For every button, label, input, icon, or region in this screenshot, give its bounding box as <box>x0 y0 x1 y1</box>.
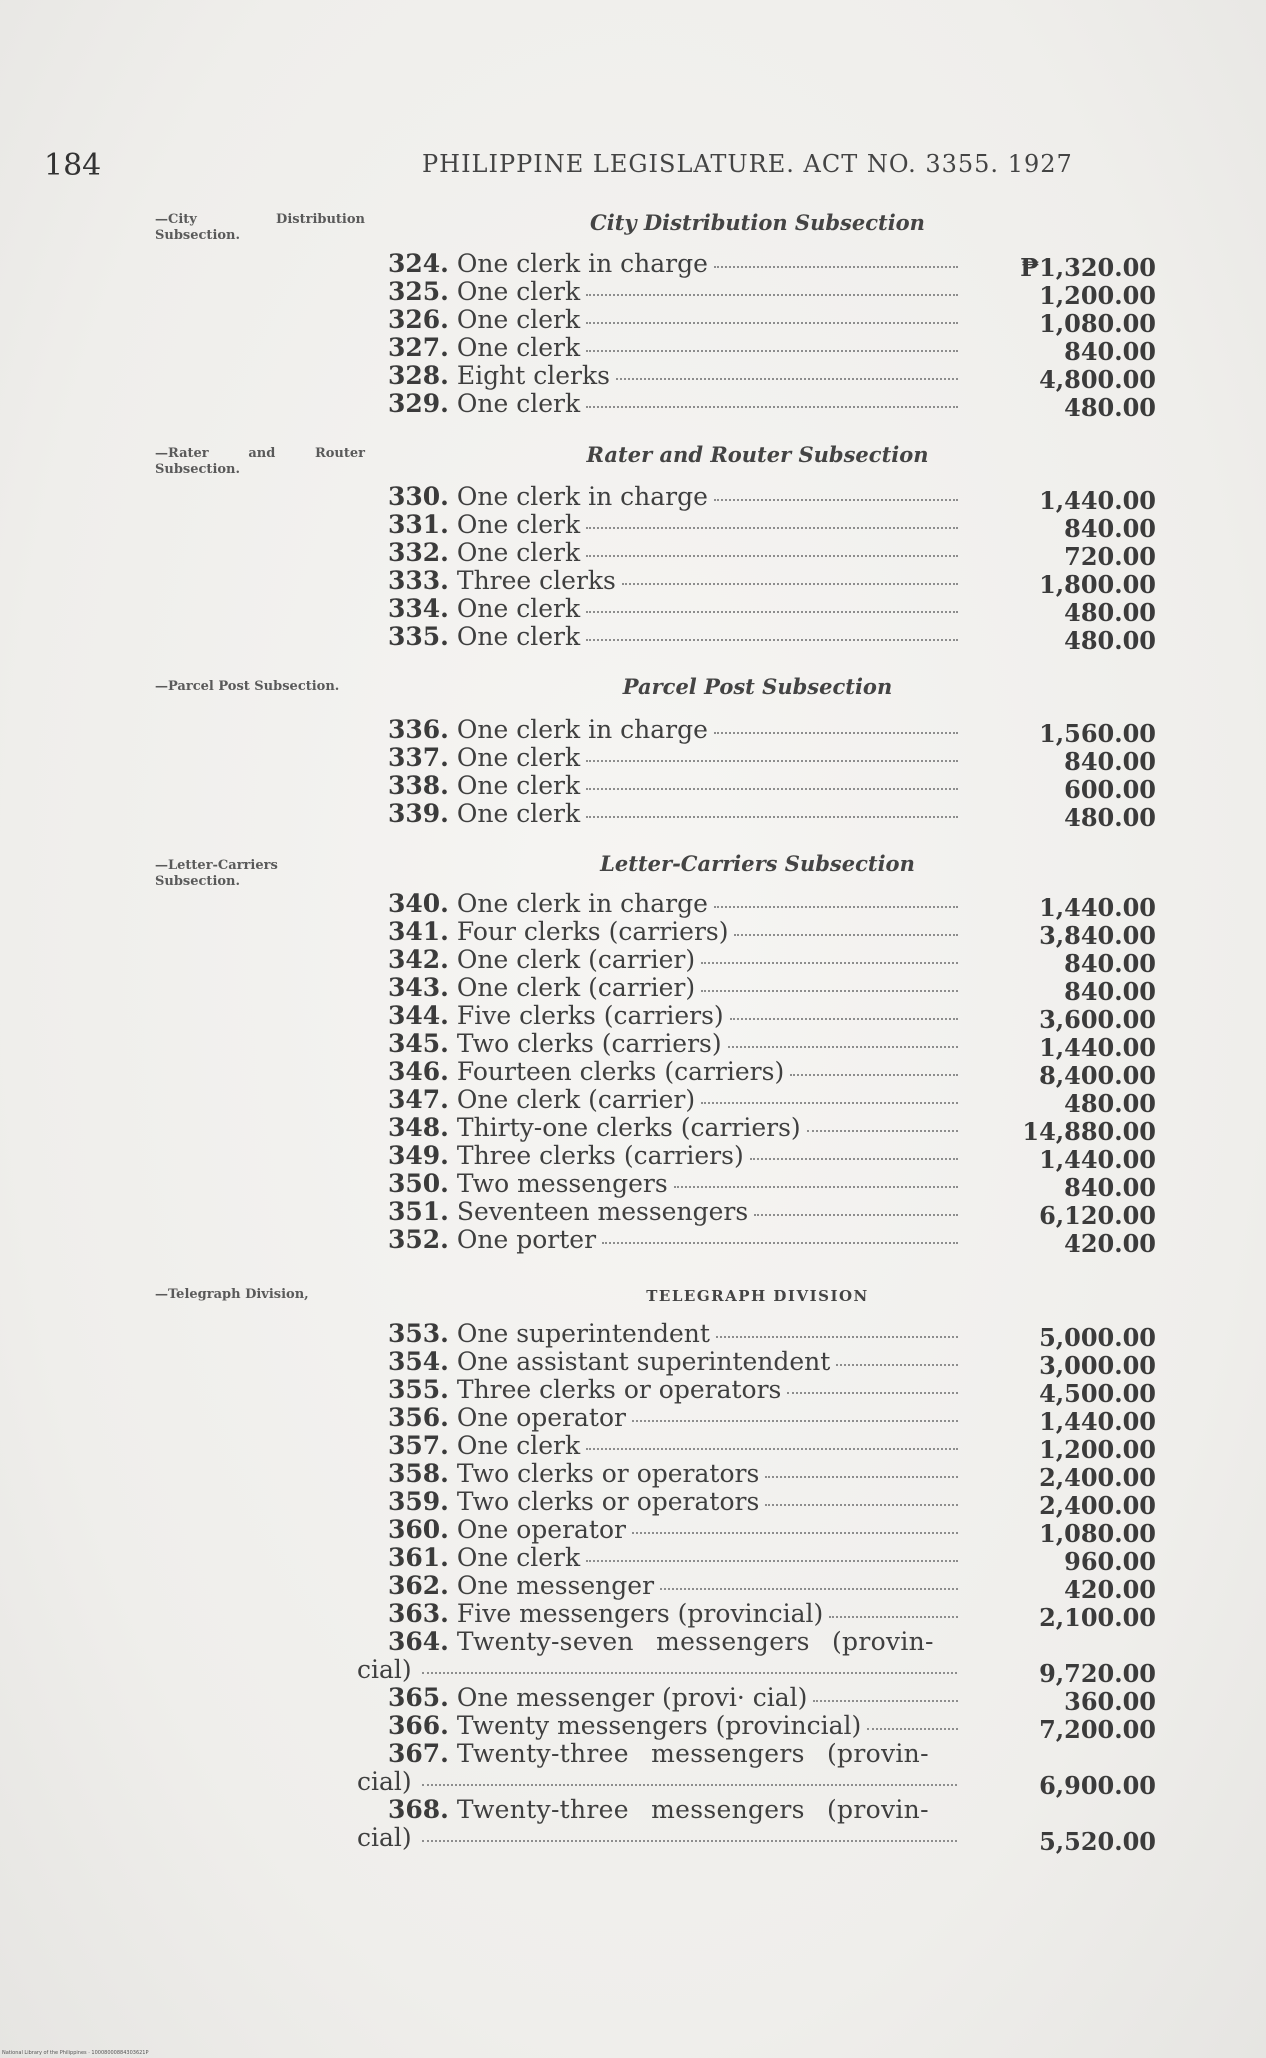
line-item <box>388 362 958 390</box>
item-number: 361. <box>388 1543 449 1572</box>
item-amount: 1,080.00 <box>1039 309 1156 338</box>
leader-dots <box>586 760 958 762</box>
leader-dots <box>714 266 958 268</box>
item-description: One clerk <box>456 594 581 623</box>
item-number: 349. <box>388 1141 449 1170</box>
item-amount: ₱1,320.00 <box>1020 253 1156 282</box>
item-number: 362. <box>388 1571 449 1600</box>
section-title-telegraph: TELEGRAPH DIVISION <box>646 1287 869 1305</box>
item-number: 350. <box>388 1169 449 1198</box>
item-description: Eight clerks <box>456 361 610 390</box>
item-number: 365. <box>388 1683 449 1712</box>
item-amount: 1,080.00 <box>1039 1519 1156 1548</box>
item-number: 344. <box>388 1001 449 1030</box>
item-description: One porter <box>456 1225 597 1254</box>
item-description: Twenty-seven messengers (provin- <box>456 1627 934 1656</box>
line-item <box>388 511 958 539</box>
item-description: One clerk <box>456 305 581 334</box>
item-amount: 1,200.00 <box>1039 281 1156 310</box>
item-number: 368. <box>388 1795 449 1824</box>
item-description: One clerk in charge <box>456 482 708 511</box>
item-description: One clerk <box>456 538 581 567</box>
leader-dots <box>813 1700 958 1702</box>
item-number: 347. <box>388 1085 449 1114</box>
leader-dots <box>730 1018 958 1020</box>
item-number: 345. <box>388 1029 449 1058</box>
footer-credit: National Library of the Philippines · 10008000884303621P <box>2 2050 149 2056</box>
item-description: One clerk <box>456 510 581 539</box>
leader-dots <box>586 816 958 818</box>
item-number: 353. <box>388 1319 449 1348</box>
item-amount: 960.00 <box>1064 1547 1156 1576</box>
item-description: One clerk <box>456 771 581 800</box>
item-description: Three clerks (carriers) <box>456 1141 744 1170</box>
item-amount: 7,200.00 <box>1039 1715 1156 1744</box>
leader-dots <box>734 934 958 936</box>
leader-dots <box>867 1728 958 1730</box>
leader-dots <box>422 1672 957 1674</box>
item-amount: 480.00 <box>1064 598 1156 627</box>
item-number: 327. <box>388 333 449 362</box>
leader-dots <box>836 1364 958 1366</box>
item-number: 325. <box>388 277 449 306</box>
leader-dots <box>807 1130 958 1132</box>
item-amount: 420.00 <box>1064 1575 1156 1604</box>
item-amount: 2,100.00 <box>1039 1603 1156 1632</box>
item-number: 334. <box>388 594 449 623</box>
item-number: 329. <box>388 389 449 418</box>
item-amount: 360.00 <box>1064 1687 1156 1716</box>
item-description: Twenty-three messengers (provin- <box>456 1739 929 1768</box>
leader-dots <box>750 1158 958 1160</box>
item-number: 326. <box>388 305 449 334</box>
line-item <box>388 250 958 278</box>
line-item <box>388 1170 958 1198</box>
item-description: Thirty-one clerks (carriers) <box>456 1113 801 1142</box>
item-amount: 480.00 <box>1064 803 1156 832</box>
leader-dots <box>728 1046 958 1048</box>
item-amount: 1,800.00 <box>1039 570 1156 599</box>
item-number: 360. <box>388 1515 449 1544</box>
item-amount: 1,560.00 <box>1039 719 1156 748</box>
item-number: 351. <box>388 1197 449 1226</box>
line-item <box>388 1432 958 1460</box>
line-item <box>388 1600 958 1628</box>
sidenote-letter: —Letter-Carriers Subsection. <box>155 858 278 889</box>
item-description: One operator <box>456 1515 626 1544</box>
sidenote-telegraph: —Telegraph Division, <box>155 1287 309 1302</box>
item-description: One clerk <box>456 389 581 418</box>
item-description: One clerk <box>456 1543 581 1572</box>
leader-dots <box>829 1616 958 1618</box>
item-amount: 1,440.00 <box>1039 1145 1156 1174</box>
line-item <box>388 1002 958 1030</box>
item-amount: 14,880.00 <box>1022 1117 1156 1146</box>
item-amount: 480.00 <box>1064 1089 1156 1118</box>
item-number: 332. <box>388 538 449 567</box>
leader-dots <box>632 1532 958 1534</box>
item-amount: 1,440.00 <box>1039 893 1156 922</box>
item-number: 343. <box>388 973 449 1002</box>
item-description: One messenger (provi· cial) <box>456 1683 808 1712</box>
line-item <box>388 1628 958 1656</box>
line-item <box>388 744 958 772</box>
item-description: One clerk <box>456 743 581 772</box>
leader-dots <box>422 1784 957 1786</box>
leader-dots <box>790 1074 958 1076</box>
item-description: One clerk in charge <box>456 249 708 278</box>
line-item <box>388 716 958 744</box>
item-continuation <box>357 1656 957 1684</box>
item-number: 358. <box>388 1459 449 1488</box>
continuation-text: cial) <box>357 1767 412 1796</box>
item-description: One superintendent <box>456 1319 710 1348</box>
item-amount: 1,440.00 <box>1039 1407 1156 1436</box>
item-number: 356. <box>388 1403 449 1432</box>
item-number: 339. <box>388 799 449 828</box>
item-amount: 3,000.00 <box>1039 1351 1156 1380</box>
leader-dots <box>765 1504 958 1506</box>
item-amount: 3,600.00 <box>1039 1005 1156 1034</box>
line-item <box>388 1058 958 1086</box>
item-amount: 1,440.00 <box>1039 1033 1156 1062</box>
line-item <box>388 1376 958 1404</box>
leader-dots <box>754 1214 958 1216</box>
item-number: 331. <box>388 510 449 539</box>
item-description: Five messengers (provincial) <box>456 1599 824 1628</box>
item-number: 324. <box>388 249 449 278</box>
item-description: One clerk in charge <box>456 889 708 918</box>
item-amount: 480.00 <box>1064 393 1156 422</box>
sidenote-rater: —Rater and Router Subsection. <box>155 446 365 477</box>
line-item <box>388 946 958 974</box>
leader-dots <box>765 1476 958 1478</box>
item-amount: 840.00 <box>1064 1173 1156 1202</box>
item-amount: 5,000.00 <box>1039 1323 1156 1352</box>
item-number: 355. <box>388 1375 449 1404</box>
line-item <box>388 772 958 800</box>
line-item <box>388 567 958 595</box>
item-number: 359. <box>388 1487 449 1516</box>
item-number: 352. <box>388 1225 449 1254</box>
line-item <box>388 974 958 1002</box>
leader-dots <box>586 788 958 790</box>
section-title-letter: Letter-Carriers Subsection <box>600 851 915 876</box>
item-number: 363. <box>388 1599 449 1628</box>
line-item <box>388 1684 958 1712</box>
item-amount: 9,720.00 <box>1039 1659 1156 1688</box>
line-item <box>388 1740 958 1768</box>
leader-dots <box>660 1588 958 1590</box>
item-description: One clerk (carrier) <box>456 1085 696 1114</box>
item-description: One clerk <box>456 333 581 362</box>
item-description: One clerk <box>456 799 581 828</box>
item-amount: 600.00 <box>1064 775 1156 804</box>
item-description: Twenty messengers (provincial) <box>456 1711 862 1740</box>
line-item <box>388 1114 958 1142</box>
item-description: Four clerks (carriers) <box>456 917 729 946</box>
item-description: One clerk <box>456 1431 581 1460</box>
leader-dots <box>714 732 958 734</box>
item-number: 336. <box>388 715 449 744</box>
line-item <box>388 1712 958 1740</box>
item-amount: 8,400.00 <box>1039 1061 1156 1090</box>
line-item <box>388 483 958 511</box>
item-description: Twenty-three messengers (provin- <box>456 1795 929 1824</box>
sidenote-city: —City Distribution Subsection. <box>155 212 365 243</box>
item-number: 366. <box>388 1711 449 1740</box>
item-amount: 840.00 <box>1064 949 1156 978</box>
item-number: 337. <box>388 743 449 772</box>
item-description: Two clerks or operators <box>456 1459 760 1488</box>
leader-dots <box>632 1420 958 1422</box>
line-item <box>388 595 958 623</box>
line-item <box>388 1030 958 1058</box>
item-description: One messenger <box>456 1571 655 1600</box>
item-number: 346. <box>388 1057 449 1086</box>
item-number: 348. <box>388 1113 449 1142</box>
line-item <box>388 1572 958 1600</box>
line-item <box>388 1086 958 1114</box>
item-number: 357. <box>388 1431 449 1460</box>
item-amount: 420.00 <box>1064 1229 1156 1258</box>
section-title-rater: Rater and Router Subsection <box>586 442 929 467</box>
running-head: PHILIPPINE LEGISLATURE. ACT NO. 3355. 1927 <box>422 150 1073 178</box>
line-item <box>388 1320 958 1348</box>
leader-dots <box>422 1840 957 1842</box>
item-description: Two clerks (carriers) <box>456 1029 722 1058</box>
line-item <box>388 334 958 362</box>
item-amount: 5,520.00 <box>1039 1827 1156 1856</box>
leader-dots <box>616 378 958 380</box>
sidenote-parcel: —Parcel Post Subsection. <box>155 679 340 694</box>
line-item <box>388 1348 958 1376</box>
item-number: 333. <box>388 566 449 595</box>
item-description: One clerk (carrier) <box>456 973 696 1002</box>
item-number: 364. <box>388 1627 449 1656</box>
item-number: 335. <box>388 622 449 651</box>
item-continuation <box>357 1824 957 1852</box>
leader-dots <box>586 294 958 296</box>
line-item <box>388 623 958 651</box>
line-item <box>388 306 958 334</box>
line-item <box>388 1544 958 1572</box>
item-description: Fourteen clerks (carriers) <box>456 1057 785 1086</box>
item-amount: 4,500.00 <box>1039 1379 1156 1408</box>
line-item <box>388 278 958 306</box>
item-description: One assistant superintendent <box>456 1347 831 1376</box>
item-number: 338. <box>388 771 449 800</box>
line-item <box>388 800 958 828</box>
item-amount: 840.00 <box>1064 337 1156 366</box>
item-number: 354. <box>388 1347 449 1376</box>
leader-dots <box>586 639 958 641</box>
section-title-parcel: Parcel Post Subsection <box>622 674 893 699</box>
section-title-city: City Distribution Subsection <box>590 210 925 235</box>
item-amount: 1,200.00 <box>1039 1435 1156 1464</box>
line-item <box>388 1226 958 1254</box>
item-description: Three clerks or operators <box>456 1375 782 1404</box>
leader-dots <box>586 527 958 529</box>
item-amount: 840.00 <box>1064 514 1156 543</box>
leader-dots <box>586 611 958 613</box>
leader-dots <box>701 1102 958 1104</box>
item-amount: 720.00 <box>1064 542 1156 571</box>
line-item <box>388 1142 958 1170</box>
line-item <box>388 890 958 918</box>
item-number: 367. <box>388 1739 449 1768</box>
leader-dots <box>586 1560 958 1562</box>
item-description: One operator <box>456 1403 626 1432</box>
line-item <box>388 1198 958 1226</box>
item-description: Three clerks <box>456 566 616 595</box>
leader-dots <box>586 322 958 324</box>
line-item <box>388 390 958 418</box>
leader-dots <box>714 499 958 501</box>
item-continuation <box>357 1768 957 1796</box>
item-description: One clerk (carrier) <box>456 945 696 974</box>
continuation-text: cial) <box>357 1655 412 1684</box>
leader-dots <box>586 555 958 557</box>
line-item <box>388 1488 958 1516</box>
item-description: Seventeen messengers <box>456 1197 749 1226</box>
item-amount: 480.00 <box>1064 626 1156 655</box>
leader-dots <box>602 1242 958 1244</box>
item-number: 341. <box>388 917 449 946</box>
leader-dots <box>701 962 958 964</box>
item-description: Five clerks (carriers) <box>456 1001 724 1030</box>
line-item <box>388 1460 958 1488</box>
item-description: One clerk in charge <box>456 715 708 744</box>
leader-dots <box>622 583 958 585</box>
page-number: 184 <box>44 148 102 183</box>
leader-dots <box>674 1186 958 1188</box>
item-number: 342. <box>388 945 449 974</box>
leader-dots <box>787 1392 958 1394</box>
item-description: Two messengers <box>456 1169 668 1198</box>
item-amount: 6,120.00 <box>1039 1201 1156 1230</box>
item-amount: 6,900.00 <box>1039 1771 1156 1800</box>
item-amount: 3,840.00 <box>1039 921 1156 950</box>
item-amount: 4,800.00 <box>1039 365 1156 394</box>
line-item <box>388 1796 958 1824</box>
item-description: One clerk <box>456 277 581 306</box>
item-number: 328. <box>388 361 449 390</box>
item-description: One clerk <box>456 622 581 651</box>
item-amount: 1,440.00 <box>1039 486 1156 515</box>
item-number: 330. <box>388 482 449 511</box>
line-item <box>388 1516 958 1544</box>
line-item <box>388 1404 958 1432</box>
item-amount: 2,400.00 <box>1039 1491 1156 1520</box>
line-item <box>388 918 958 946</box>
leader-dots <box>701 990 958 992</box>
leader-dots <box>586 350 958 352</box>
leader-dots <box>586 406 958 408</box>
line-item <box>388 539 958 567</box>
leader-dots <box>586 1448 958 1450</box>
continuation-text: cial) <box>357 1823 412 1852</box>
leader-dots <box>716 1336 958 1338</box>
item-amount: 2,400.00 <box>1039 1463 1156 1492</box>
leader-dots <box>714 906 958 908</box>
item-description: Two clerks or operators <box>456 1487 760 1516</box>
item-number: 340. <box>388 889 449 918</box>
item-amount: 840.00 <box>1064 977 1156 1006</box>
item-amount: 840.00 <box>1064 747 1156 776</box>
